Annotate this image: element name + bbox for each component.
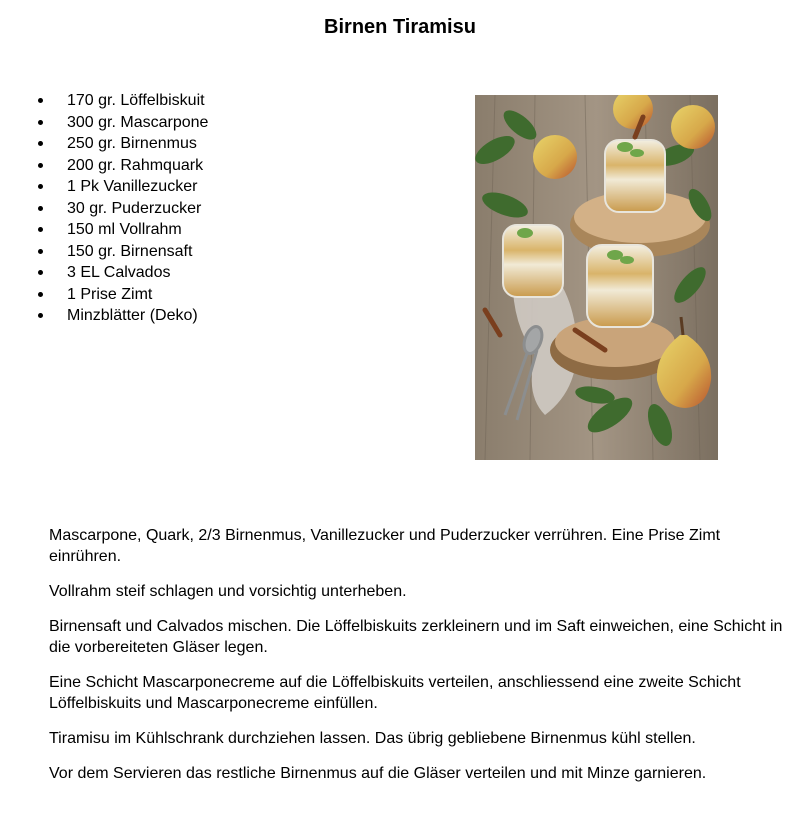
ingredient-item: 170 gr. Löffelbiskuit (30, 90, 208, 112)
instruction-step: Vollrahm steif schlagen und vorsichtig unterheben. (49, 583, 407, 600)
instruction-step: Tiramisu im Kühlschrank durchziehen lassen. Das übrig gebliebene Birnenmus kühl stellen. (49, 730, 696, 747)
ingredient-item: 30 gr. Puderzucker (30, 198, 208, 220)
instruction-step: Birnensaft und Calvados mischen. Die Löffelbiskuits zerkleinern und im Saft einweichen, eine Schicht in die vorbereiteten Gläser legen. (49, 618, 783, 656)
ingredient-list (30, 90, 208, 327)
ingredient-item: 200 gr. Rahmquark (30, 155, 208, 177)
ingredient-item: 300 gr. Mascarpone (30, 112, 208, 134)
ingredient-item: 250 gr. Birnenmus (30, 133, 208, 155)
instruction-step: Mascarpone, Quark, 2/3 Birnenmus, Vanillezucker und Puderzucker verrühren. Eine Prise Zimt einrühren. (49, 527, 721, 565)
ingredient-item: 150 gr. Birnensaft (30, 241, 208, 263)
ingredient-item: Minzblätter (Deko) (30, 305, 208, 327)
instruction-step: Eine Schicht Mascarponecreme auf die Löffelbiskuits verteilen, anschliessend eine zweite Schicht Löffelbiskuits und Mascarponecreme einfüllen. (49, 674, 741, 712)
instructions (49, 525, 784, 798)
dessert-photo (475, 95, 718, 460)
ingredient-item: 1 Prise Zimt (30, 284, 208, 306)
ingredient-item: 150 ml Vollrahm (30, 219, 208, 241)
instruction-step: Vor dem Servieren das restliche Birnenmus auf die Gläser verteilen und mit Minze garnieren. (49, 765, 707, 782)
ingredient-item: 1 Pk Vanillezucker (30, 176, 208, 198)
recipe-title: Birnen Tiramisu (324, 16, 476, 38)
ingredient-item: 3 EL Calvados (30, 262, 208, 284)
